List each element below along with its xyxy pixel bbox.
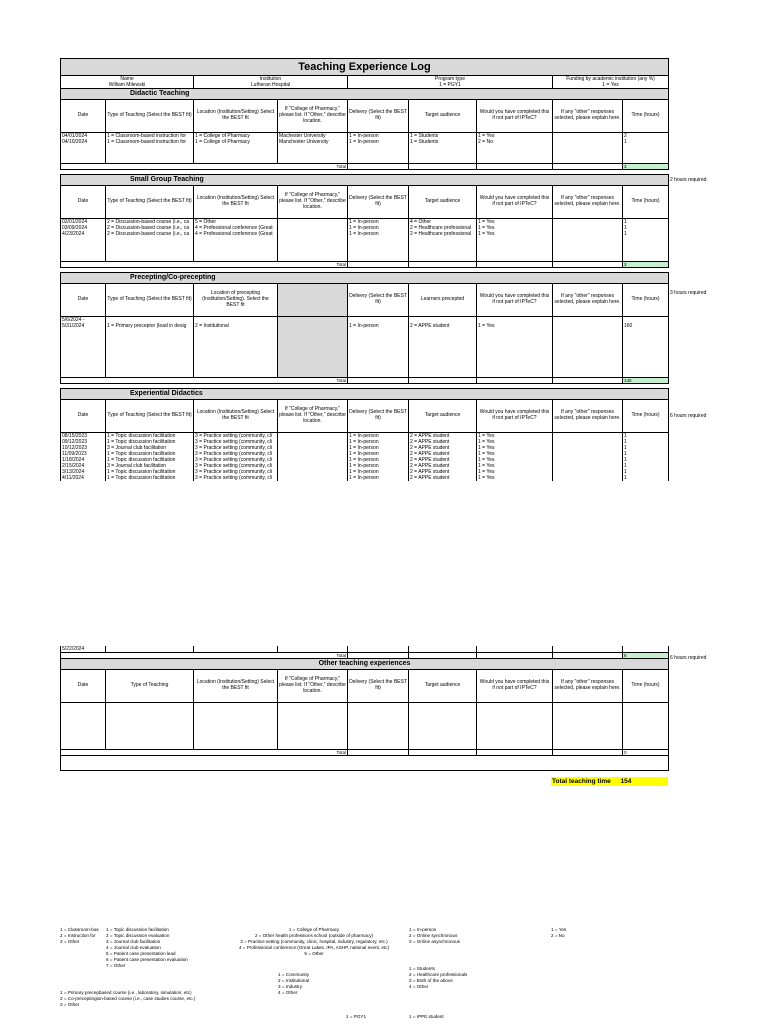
table-cell[interactable]: 1 = In-person	[348, 463, 409, 469]
small-group-total-value: 3	[623, 262, 669, 268]
col-header-audience: Target audience	[409, 100, 477, 133]
table-cell[interactable]: 1 = Yes	[477, 231, 553, 237]
other-entry-row[interactable]	[61, 703, 669, 750]
table-cell[interactable]: 1	[623, 439, 669, 445]
table-cell[interactable]: 3/13/2024	[61, 469, 106, 475]
table-row[interactable]	[61, 475, 669, 481]
legend-item: 2 = Healthcare professionals	[409, 972, 468, 977]
col-header-type: Type of Teaching (Select the BEST fit)	[106, 100, 194, 133]
precepting-required-note: 6 hours required	[670, 413, 707, 419]
table-cell[interactable]: 1 = Students	[409, 133, 477, 140]
legend-item: 4 = Other	[409, 984, 429, 989]
experiential-last-date[interactable]: 5/22/2024	[61, 646, 106, 653]
grand-total-label: Total teaching time	[552, 778, 611, 785]
table-cell[interactable]: 1 = In-person	[348, 451, 409, 457]
col-header-delivery: Delivery (Select the BEST fit)	[348, 100, 409, 133]
col-header-other: If any "other" responses selected, please explain here.	[553, 100, 623, 133]
table-cell[interactable]: 160	[623, 323, 669, 329]
table-cell[interactable]: 2 = APPE student	[409, 323, 477, 329]
legend-item: 1 = Classroom-bas	[60, 927, 99, 932]
small-group-rows	[61, 219, 669, 262]
legend-item: 3 = Practice setting (community, clinic, hospital, industry, regulatory, etc.)	[240, 939, 388, 944]
table-cell[interactable]: 3 = Practice setting (community, cli	[194, 469, 278, 475]
table-cell[interactable]: 3 = Practice setting (community, cli	[194, 463, 278, 469]
legend-precept-role	[60, 990, 195, 1008]
col-header-time: Time (hours)	[623, 100, 669, 133]
col-header-location: Location (Institution/Setting) Select the BEST fit	[194, 186, 278, 219]
col-header-college: If "College of Pharmacy," please list. If "Other," describe location.	[278, 100, 348, 133]
program-type-value[interactable]: 1 = PGY1	[348, 82, 553, 89]
table-cell[interactable]: 4 = Other	[409, 219, 477, 226]
legend-item: 5 = Patient case presentation lead	[106, 951, 176, 956]
legend-item: 3 = Industry	[278, 984, 303, 989]
legend-item: 2 = Other health professions school (outside of pharmacy)	[254, 933, 374, 938]
table-cell[interactable]: 11/09/2023	[61, 451, 106, 457]
col-header-delivery: Delivery (Select the BEST fit)	[348, 670, 409, 703]
grand-total-box	[551, 777, 668, 786]
table-cell[interactable]: 1 = In-person	[348, 445, 409, 451]
table-cell[interactable]: 1 = In-person	[348, 323, 409, 329]
col-header-type: Type of Teaching (Select the BEST fit)	[106, 284, 194, 317]
legend-item: 3 = Both of the above	[409, 978, 453, 983]
legend-student: 1 = IPPE student	[409, 1014, 444, 1019]
table-cell[interactable]: 3 = Practice setting (community, cli	[194, 439, 278, 445]
col-header-date: Date	[61, 670, 106, 703]
institution-header: Institution	[194, 76, 348, 83]
funding-header: Funding by academic institution (any %)	[553, 76, 669, 83]
table-cell[interactable]: 04/10/2024	[61, 139, 106, 145]
table-cell[interactable]: 5 = Other	[194, 219, 278, 226]
table-cell[interactable]: 1 = Yes	[477, 133, 553, 140]
col-header-date: Date	[61, 400, 106, 433]
col-header-learners: Learners precepted	[409, 284, 477, 317]
table-cell[interactable]: 2 = Institutional	[194, 323, 278, 329]
col-header-other: If any "other" responses selected, please explain here.	[553, 186, 623, 219]
table-cell[interactable]: 3 = Journal club facilitation	[106, 463, 194, 469]
table-cell[interactable]: 1	[623, 457, 669, 463]
col-header-delivery: Delivery (Select the BEST fit)	[348, 186, 409, 219]
table-cell[interactable]: 3 = Practice setting (community, cli	[194, 445, 278, 451]
table-cell[interactable]: 1 = Yes	[477, 323, 553, 329]
table-cell[interactable]: 3 = Practice setting (community, cli	[194, 457, 278, 463]
col-header-type: Type of Teaching (Select the BEST fit)	[106, 400, 194, 433]
table-cell[interactable]: 2 = Healthcare professional	[409, 231, 477, 237]
col-header-college: If "College of Pharmacy," please list. If "Other," describe location.	[278, 186, 348, 219]
table-cell[interactable]: 1 = Yes	[477, 225, 553, 231]
table-cell[interactable]: 2 = APPE student	[409, 457, 477, 463]
experiential-required-note: 6 hours required	[670, 655, 707, 661]
table-cell[interactable]: 1 = In-person	[348, 133, 409, 140]
section-title-experiential: Experiential Didactics	[61, 389, 669, 400]
legend-item: 1 = Primary precepbased course (i.e., laboratory, simulation, etc)	[60, 990, 192, 995]
col-header-college: If "College of Pharmacy," please list. If "Other," describe location.	[278, 670, 348, 703]
table-cell[interactable]: 1 = In-person	[348, 225, 409, 231]
legend-item: 1 = Community	[278, 972, 310, 977]
table-cell[interactable]: 1 = Yes	[477, 433, 553, 440]
table-cell[interactable]: 2 = APPE student	[409, 475, 477, 481]
col-header-would: Would you have completed this if not part of IPTeC?	[477, 670, 553, 703]
section-title-didactic: Didactic Teaching	[61, 89, 669, 100]
table-cell[interactable]: 1 = Topic discussion facilitation	[106, 433, 194, 440]
legend-precept-location	[278, 972, 309, 996]
table-cell[interactable]: 1 = Classroom-based instruction for	[106, 133, 194, 140]
col-header-location: Location (Institution/Setting) Select the BEST fit	[194, 400, 278, 433]
col-header-time: Time (hours)	[623, 670, 669, 703]
table-cell[interactable]: 1 = Yes	[477, 445, 553, 451]
table-cell[interactable]: 2 = Healthcare professional	[409, 225, 477, 231]
name-value[interactable]: William Milewski	[61, 82, 194, 89]
table-cell[interactable]: Machester University	[278, 133, 348, 140]
col-header-time: Time (hours)	[623, 186, 669, 219]
legend-item: 4 = Other	[278, 990, 298, 995]
table-cell[interactable]: 1 = Classroom-based instruction for	[106, 139, 194, 145]
table-cell[interactable]: 1 = In-person	[348, 219, 409, 226]
table-cell[interactable]: 1 = Yes	[477, 475, 553, 481]
table-cell[interactable]: 4 = Professional conference (Great	[194, 231, 278, 237]
legend-location	[224, 927, 404, 957]
table-cell[interactable]: 2 = Discussion-based course (i.e., ca	[106, 231, 194, 237]
table-cell[interactable]: 1 = Yes	[477, 439, 553, 445]
precepting-rows	[61, 317, 669, 378]
table-cell[interactable]: 1 = Topic discussion facilitation	[106, 475, 194, 481]
table-cell[interactable]: 3 = Practice setting (community, cli	[194, 433, 278, 440]
experiential-total-value: 8	[623, 653, 669, 659]
legend-delivery	[409, 927, 460, 945]
col-header-location: Location of precepting (Institution/Setting). Select the BEST fit	[194, 284, 278, 317]
table-cell[interactable]: 1	[623, 231, 669, 237]
table-cell[interactable]: 1 = Topic discussion facilitation	[106, 451, 194, 457]
experiential-total-label: Total	[61, 653, 348, 659]
legend-audience	[409, 966, 467, 990]
table-cell[interactable]: 04/01/2024	[61, 133, 106, 140]
col-header-audience: Target audience	[409, 186, 477, 219]
legend-item: 1 = College of Pharmacy	[288, 927, 340, 932]
table-cell[interactable]: 1 = Yes	[477, 463, 553, 469]
legend-yes-no	[551, 927, 566, 939]
legend-item: 3 = Other	[60, 939, 80, 944]
legend-item: 2 = Co-preceptingion-based course (i.e., case studies course, etc.)	[60, 996, 196, 1001]
table-cell[interactable]: 2	[623, 133, 669, 140]
teaching-log-sheet-continued	[60, 646, 668, 771]
legend-item: 2 = Institutional	[278, 978, 310, 983]
name-header: Name	[61, 76, 194, 83]
col-header-time: Time (hours)	[623, 284, 669, 317]
table-cell[interactable]: 2 = APPE student	[409, 451, 477, 457]
legend-experiential-type	[106, 927, 188, 969]
col-header-blank	[278, 284, 348, 317]
col-header-time: Time (hours)	[623, 400, 669, 433]
section-title-other: Other teaching experiences	[61, 659, 669, 670]
legend-item: 1 = In-person	[409, 927, 437, 932]
table-cell[interactable]: 2 = Discussion-based course (i.e., ca	[106, 219, 194, 226]
table-cell[interactable]: 1 = Yes	[477, 451, 553, 457]
didactic-rows	[61, 133, 669, 164]
legend-item: 2 = Topic discussion evaluation	[106, 933, 170, 938]
experiential-rows	[61, 433, 669, 482]
table-cell[interactable]: 2/15/2024	[61, 463, 106, 469]
funding-value[interactable]: 1 = Yes	[553, 82, 669, 89]
didactic-required-note: 2 hours required	[670, 177, 707, 183]
table-cell[interactable]: 10/12/2023	[61, 445, 106, 451]
col-header-location: Location (Institution/Setting) Select the BEST fit	[194, 670, 278, 703]
table-cell[interactable]: 2 = APPE student	[409, 433, 477, 440]
table-cell[interactable]: 09/12/2023	[61, 439, 106, 445]
table-cell[interactable]: 03/09/2024	[61, 225, 106, 231]
table-cell[interactable]: 1 = Topic discussion facilitation	[106, 469, 194, 475]
legend-item: 2 = Instruction for	[60, 933, 96, 938]
table-cell[interactable]: Manchester University	[278, 139, 348, 145]
table-cell[interactable]: 1 = In-person	[348, 433, 409, 440]
table-cell[interactable]: 1	[623, 475, 669, 481]
table-cell[interactable]: 1 = Primary preceptor (lead in desig	[106, 323, 194, 329]
legend-item: 2 = Online synchronous	[409, 933, 458, 938]
table-cell[interactable]: 1	[623, 219, 669, 226]
col-header-location: Location (Institution/Setting) Select the BEST fit	[194, 100, 278, 133]
col-header-college: If "College of Pharmacy," please list. If "Other," describe location.	[278, 400, 348, 433]
teaching-log-table	[60, 58, 669, 481]
table-cell[interactable]: 1 = In-person	[348, 439, 409, 445]
table-cell[interactable]: 1	[623, 225, 669, 231]
table-cell[interactable]: 5/6/2024 -	[61, 317, 106, 324]
page-title: Teaching Experience Log	[61, 59, 669, 76]
table-cell[interactable]: 1 = College of Pharmacy	[194, 139, 278, 145]
legend-item: 4 = Professional conference (Great Lakes, IPA, ASHP, national event, etc)	[238, 945, 390, 950]
legend-item: 4 = Journal club evaluation	[106, 945, 161, 950]
table-cell[interactable]: 2 = APPE student	[409, 439, 477, 445]
legend-item: 5 = Other	[304, 951, 324, 956]
col-header-would: Would you have completed this if not part of IPTeC?	[477, 186, 553, 219]
grand-total-spacer	[61, 756, 669, 771]
institution-value[interactable]: Lutheran Hospital	[194, 82, 348, 89]
table-cell[interactable]: 1 = Students	[409, 139, 477, 145]
legend-item: 6 = Patient case presentation evaluation	[106, 957, 188, 962]
table-cell[interactable]: 1 = In-person	[348, 139, 409, 145]
table-cell[interactable]: 1	[623, 469, 669, 475]
legend-item: 1 = Topic discussion facilitation	[106, 927, 169, 932]
legend-item: 2 = No	[551, 933, 565, 938]
other-total-label: Total	[61, 750, 348, 756]
col-header-delivery: Delivery (Select the BEST fit)	[348, 400, 409, 433]
table-cell[interactable]: 5/31/2024	[61, 323, 106, 329]
legend-item: 3 = Online asynchronous	[409, 939, 460, 944]
col-header-would: Would you have completed this if not part of IPTeC?	[477, 284, 553, 317]
col-header-audience: Target audience	[409, 670, 477, 703]
table-cell[interactable]: 1 = In-person	[348, 469, 409, 475]
legend-item: 3 = Other	[60, 1002, 80, 1007]
precepting-total-value: 140	[623, 378, 669, 384]
section-title-precepting: Precepting/Co-precepting	[61, 273, 669, 284]
legend-teaching-type	[60, 927, 99, 945]
table-cell[interactable]: 1 = College of Pharmacy	[194, 133, 278, 140]
program-type-header: Program type	[348, 76, 553, 83]
table-cell[interactable]: 3 = Practice setting (community, cli	[194, 475, 278, 481]
table-cell[interactable]: 4 = Professional conference (Great	[194, 225, 278, 231]
table-cell[interactable]: 1	[623, 451, 669, 457]
table-cell[interactable]: 1	[623, 139, 669, 145]
table-cell[interactable]: 4/23/2024	[61, 231, 106, 237]
table-cell[interactable]: 3 = Journal club facilitation	[106, 445, 194, 451]
table-cell[interactable]: 1 = In-person	[348, 231, 409, 237]
table-cell[interactable]: 2 = No	[477, 139, 553, 145]
small-group-required-note: 3 hours required	[670, 290, 707, 296]
col-header-would: Would you have completed this if not part of IPTeC?	[477, 100, 553, 133]
table-cell[interactable]: 2 = Discussion-based course (i.e., ca	[106, 225, 194, 231]
col-header-date: Date	[61, 100, 106, 133]
legend-item: 1 = Students	[409, 966, 435, 971]
legend-program: 1 = PGY1	[346, 1014, 367, 1019]
table-cell[interactable]	[553, 475, 623, 481]
col-header-type: Type of Teaching (Select the BEST fit)	[106, 186, 194, 219]
table-cell[interactable]: 1	[623, 433, 669, 440]
table-cell[interactable]: 1 = In-person	[348, 475, 409, 481]
col-header-delivery: Delivery (Select the BEST fit)	[348, 284, 409, 317]
col-header-would: Would you have completed this if not part of IPTeC?	[477, 400, 553, 433]
table-cell[interactable]	[278, 475, 348, 481]
col-header-audience: Target audience	[409, 400, 477, 433]
table-cell[interactable]: 1/18/2024	[61, 457, 106, 463]
table-cell[interactable]: 1	[623, 445, 669, 451]
col-header-date: Date	[61, 186, 106, 219]
table-cell[interactable]: 1 = Topic discussion facilitation	[106, 457, 194, 463]
section-title-small-group: Small Group Teaching	[61, 175, 669, 186]
small-group-total-label: Total	[61, 262, 348, 268]
other-total-value: 0	[623, 750, 669, 756]
didactic-total-value: 3	[623, 164, 669, 170]
table-cell[interactable]: 2 = APPE student	[409, 469, 477, 475]
didactic-total-label: Total	[61, 164, 348, 170]
grand-total-value: 154	[620, 778, 632, 785]
table-cell[interactable]: 08/15/2023	[61, 433, 106, 440]
teaching-log-sheet	[60, 58, 668, 481]
precepting-total-label: Total	[61, 378, 348, 384]
col-header-other: If any "other" responses selected, please explain here.	[553, 670, 623, 703]
legend-item: 1 = Yes	[551, 927, 567, 932]
table-cell[interactable]: 1	[623, 463, 669, 469]
legend-item: 3 = Journal club facilitation	[106, 939, 161, 944]
table-cell[interactable]: 1 = Yes	[477, 469, 553, 475]
table-cell[interactable]: 1 = In-person	[348, 457, 409, 463]
col-header-other: If any "other" responses selected, please explain here.	[553, 284, 623, 317]
table-cell[interactable]: 2 = APPE student	[409, 463, 477, 469]
col-header-other: If any "other" responses selected, please explain here.	[553, 400, 623, 433]
table-cell[interactable]: 1 = Topic discussion facilitation	[106, 439, 194, 445]
table-cell[interactable]: 02/01/2024	[61, 219, 106, 226]
legend-item: 7 = Other	[106, 963, 126, 968]
teaching-log-table-continued	[60, 646, 669, 771]
table-cell[interactable]: 3 = Practice setting (community, cli	[194, 451, 278, 457]
table-cell[interactable]: 1 = Yes	[477, 457, 553, 463]
table-cell[interactable]: 4/11/2024	[61, 475, 106, 481]
col-header-type: Type of Teaching	[106, 670, 194, 703]
table-cell[interactable]: 1 = Yes	[477, 219, 553, 226]
col-header-date: Date	[61, 284, 106, 317]
table-cell[interactable]: 2 = APPE student	[409, 445, 477, 451]
